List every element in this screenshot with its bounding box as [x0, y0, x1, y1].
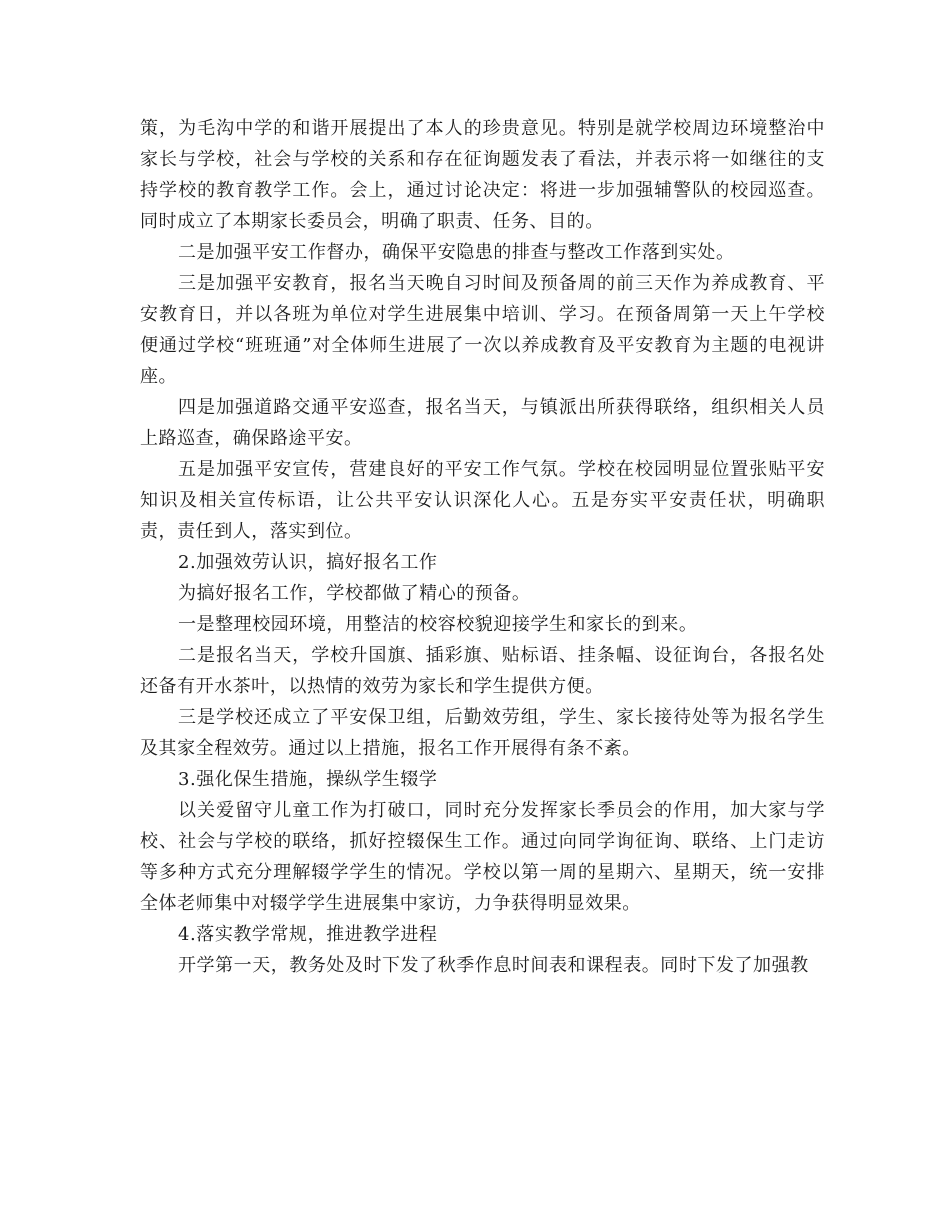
paragraph-safety-education: 三是加强平安教育，报名当天晚自习时间及预备周的前三天作为养成教育、平安教育日，并以各班为单位对学生进展集中培训、学习。在预备周第一天上午学校便通过学校“班班通”对全体师生进展了一次以养成教育及平安教育为主题的电视讲座。 [140, 273, 825, 387]
paragraph-road-patrol: 四是加强道路交通平安巡查，报名当天，与镇派出所获得联络，组织相关人员上路巡查，确保路途平安。 [140, 397, 825, 449]
paragraph-safety-publicity: 五是加强平安宣传，营建良好的平安工作气氛。学校在校园明显位置张贴平安知识及相关宣传标语，让公共平安认识深化人心。五是夯实平安责任状，明确职责，责任到人，落实到位。 [140, 459, 825, 542]
paragraph-continuation: 策，为毛沟中学的和谐开展提出了本人的珍贵意见。特别是就学校周边环境整治中家长与学校，社会与学校的关系和存在征询题发表了看法，并表示将一如继往的支持学校的教育教学工作。会上，通过讨论决定：将进一步加强辅警队的校园巡查。同时成立了本期家长委员会，明确了职责、任务、目的。 [140, 118, 825, 232]
paragraph-dropout-control: 以关爱留守儿童工作为打破口，同时充分发挥家长季员会的作用，加大家与学校、社会与学校的联络，抓好控辍保生工作。通过向同学询征询、联络、上门走访等多种方式充分理解辍学学生的情况。学校以第一周的星期六、星期天，统一安排全体老师集中对辍学学生进展集中家访，力争获得明显效果。 [140, 800, 825, 914]
section-heading-2: 2.加强效劳认识，搞好报名工作 [178, 552, 438, 573]
paragraph-campus-cleanup: 一是整理校园环境，用整洁的校容校貌迎接学生和家长的到来。 [178, 614, 698, 635]
section-heading-4: 4.落实教学常规，推进教学进程 [178, 924, 438, 945]
section-heading-3: 3.强化保生措施，操纵学生辍学 [178, 769, 438, 790]
paragraph-registration-day: 二是报名当天，学校升国旗、插彩旗、贴标语、挂条幅、设征询台，各报名处还备有开水茶叶，以热情的效劳为家长和学生提供方便。 [140, 645, 825, 697]
paragraph-service-groups: 三是学校还成立了平安保卫组，后勤效劳组，学生、家长接待处等为报名学生及其家全程效劳。通过以上措施，报名工作开展得有条不紊。 [140, 707, 825, 759]
paragraph-teaching-schedule: 开学第一天，教务处及时下发了秋季作息时间表和课程表。同时下发了加强教 [178, 955, 809, 976]
paragraph-registration-prep: 为搞好报名工作，学校都做了精心的预备。 [178, 583, 531, 604]
document-body [140, 113, 825, 981]
paragraph-safety-supervision: 二是加强平安工作督办，确保平安隐患的排查与整改工作落到实处。 [178, 242, 735, 263]
